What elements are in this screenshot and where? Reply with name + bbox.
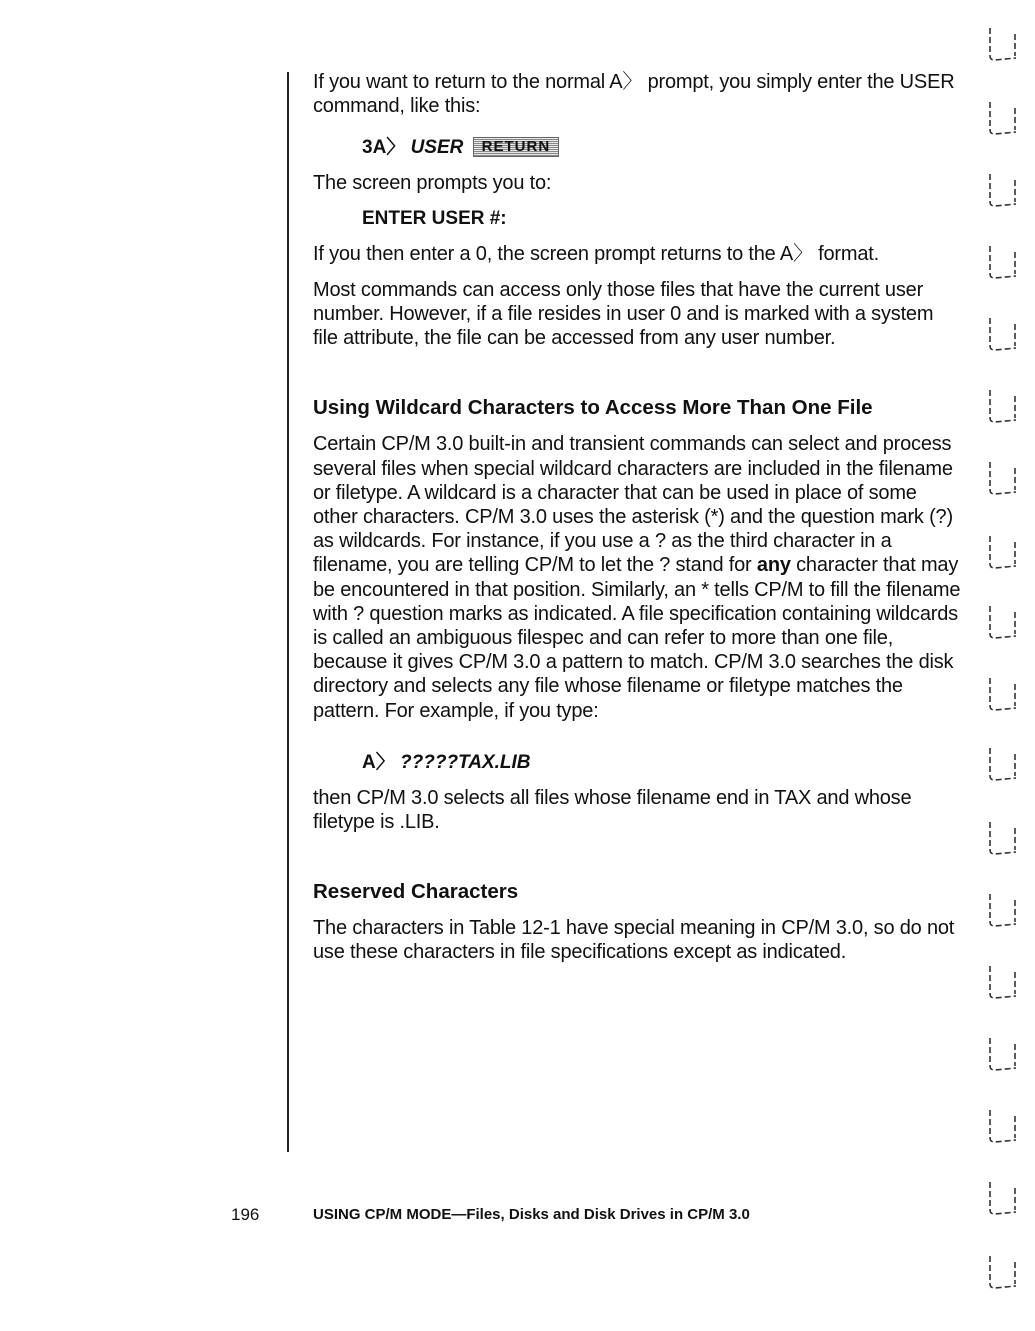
return-key-icon: RETURN xyxy=(473,137,560,157)
command-word: USER xyxy=(410,137,464,159)
binder-hole-icon xyxy=(986,240,1018,280)
binder-hole-icon xyxy=(986,888,1018,928)
footer-section: USING CP/M MODE— xyxy=(313,1206,467,1223)
section-heading-reserved: Reserved Characters xyxy=(313,880,519,904)
page-body xyxy=(313,68,963,965)
footer-subtitle: Files, Disks and Disk Drives in CP/M 3.0 xyxy=(466,1206,750,1223)
command-prompt: A〉 xyxy=(362,751,395,773)
wildcards-text-part2: character that may be encountered in that position. Similarly, an * tells CP/M to fill the filename with ? question marks as indicated. A file specification containing wildcards is called an ambiguous filespec and can refer to more than one file, because it gives CP/M 3.0 a pattern to match. CP/M 3.0 searches the disk directory and selects any file whose filename or filetype matches the pattern. For example, if you type: xyxy=(313,554,961,722)
binder-hole-icon xyxy=(986,742,1018,782)
binder-hole-icon xyxy=(986,384,1018,424)
command-example-wildcard xyxy=(313,747,963,774)
binder-hole-icon xyxy=(986,1032,1018,1072)
page-number: 196 xyxy=(231,1205,260,1224)
paragraph-user-number: Most commands can access only those files that have the current user number. However, if a file resides in user 0 and is marked with a system file attribute, the file can be accessed from any user number. xyxy=(313,278,934,350)
wildcards-emphasis: any xyxy=(756,554,791,577)
section-heading-wildcards: Using Wildcard Characters to Access More Than One File xyxy=(313,396,873,420)
paragraph-screen-prompts: The screen prompts you to: xyxy=(313,172,552,195)
binder-hole-icon xyxy=(986,1250,1018,1290)
binder-hole-icon xyxy=(986,312,1018,352)
binder-hole-icon xyxy=(986,530,1018,570)
binder-hole-icon xyxy=(986,816,1018,856)
command-prompt: 3A〉 xyxy=(362,137,406,159)
binder-hole-icon xyxy=(986,96,1018,136)
command-word: ?????TAX.LIB xyxy=(400,751,531,773)
binder-hole-icon xyxy=(986,672,1018,712)
binder-hole-icon xyxy=(986,1104,1018,1144)
binder-holes xyxy=(984,0,1024,1331)
paragraph-wildcards xyxy=(313,432,963,722)
binder-hole-icon xyxy=(986,456,1018,496)
paragraph-user-command: If you want to return to the normal A〉 prompt, you simply enter the USER command, like this: xyxy=(313,71,955,118)
command-example-enter-user: ENTER USER #: xyxy=(362,207,507,229)
binder-hole-icon xyxy=(986,1176,1018,1216)
binder-hole-icon xyxy=(986,168,1018,208)
paragraph-wildcard-result: then CP/M 3.0 selects all files whose filename end in TAX and whose filetype is .LIB. xyxy=(313,786,912,834)
binder-hole-icon xyxy=(986,960,1018,1000)
wildcards-text-part1: Certain CP/M 3.0 built-in and transient commands can select and process several files when special wildcard characters are included in the filename or filetype. A wildcard is a character that can be used in place of some other characters. CP/M 3.0 uses the asterisk (*) and the question mark (?) as wildcards. For instance, if you use a ? as the third character in a filename, you are telling CP/M to let the ? stand for xyxy=(313,433,953,577)
binder-hole-icon xyxy=(986,22,1018,62)
margin-rule xyxy=(287,72,289,1152)
paragraph-reserved: The characters in Table 12-1 have special meaning in CP/M 3.0, so do not use these characters in file specifications except as indicated. xyxy=(313,917,955,964)
command-example-user xyxy=(313,132,963,159)
running-footer xyxy=(313,1206,750,1223)
paragraph-enter-zero: If you then enter a 0, the screen prompt returns to the A〉 format. xyxy=(313,242,879,265)
binder-hole-icon xyxy=(986,600,1018,640)
